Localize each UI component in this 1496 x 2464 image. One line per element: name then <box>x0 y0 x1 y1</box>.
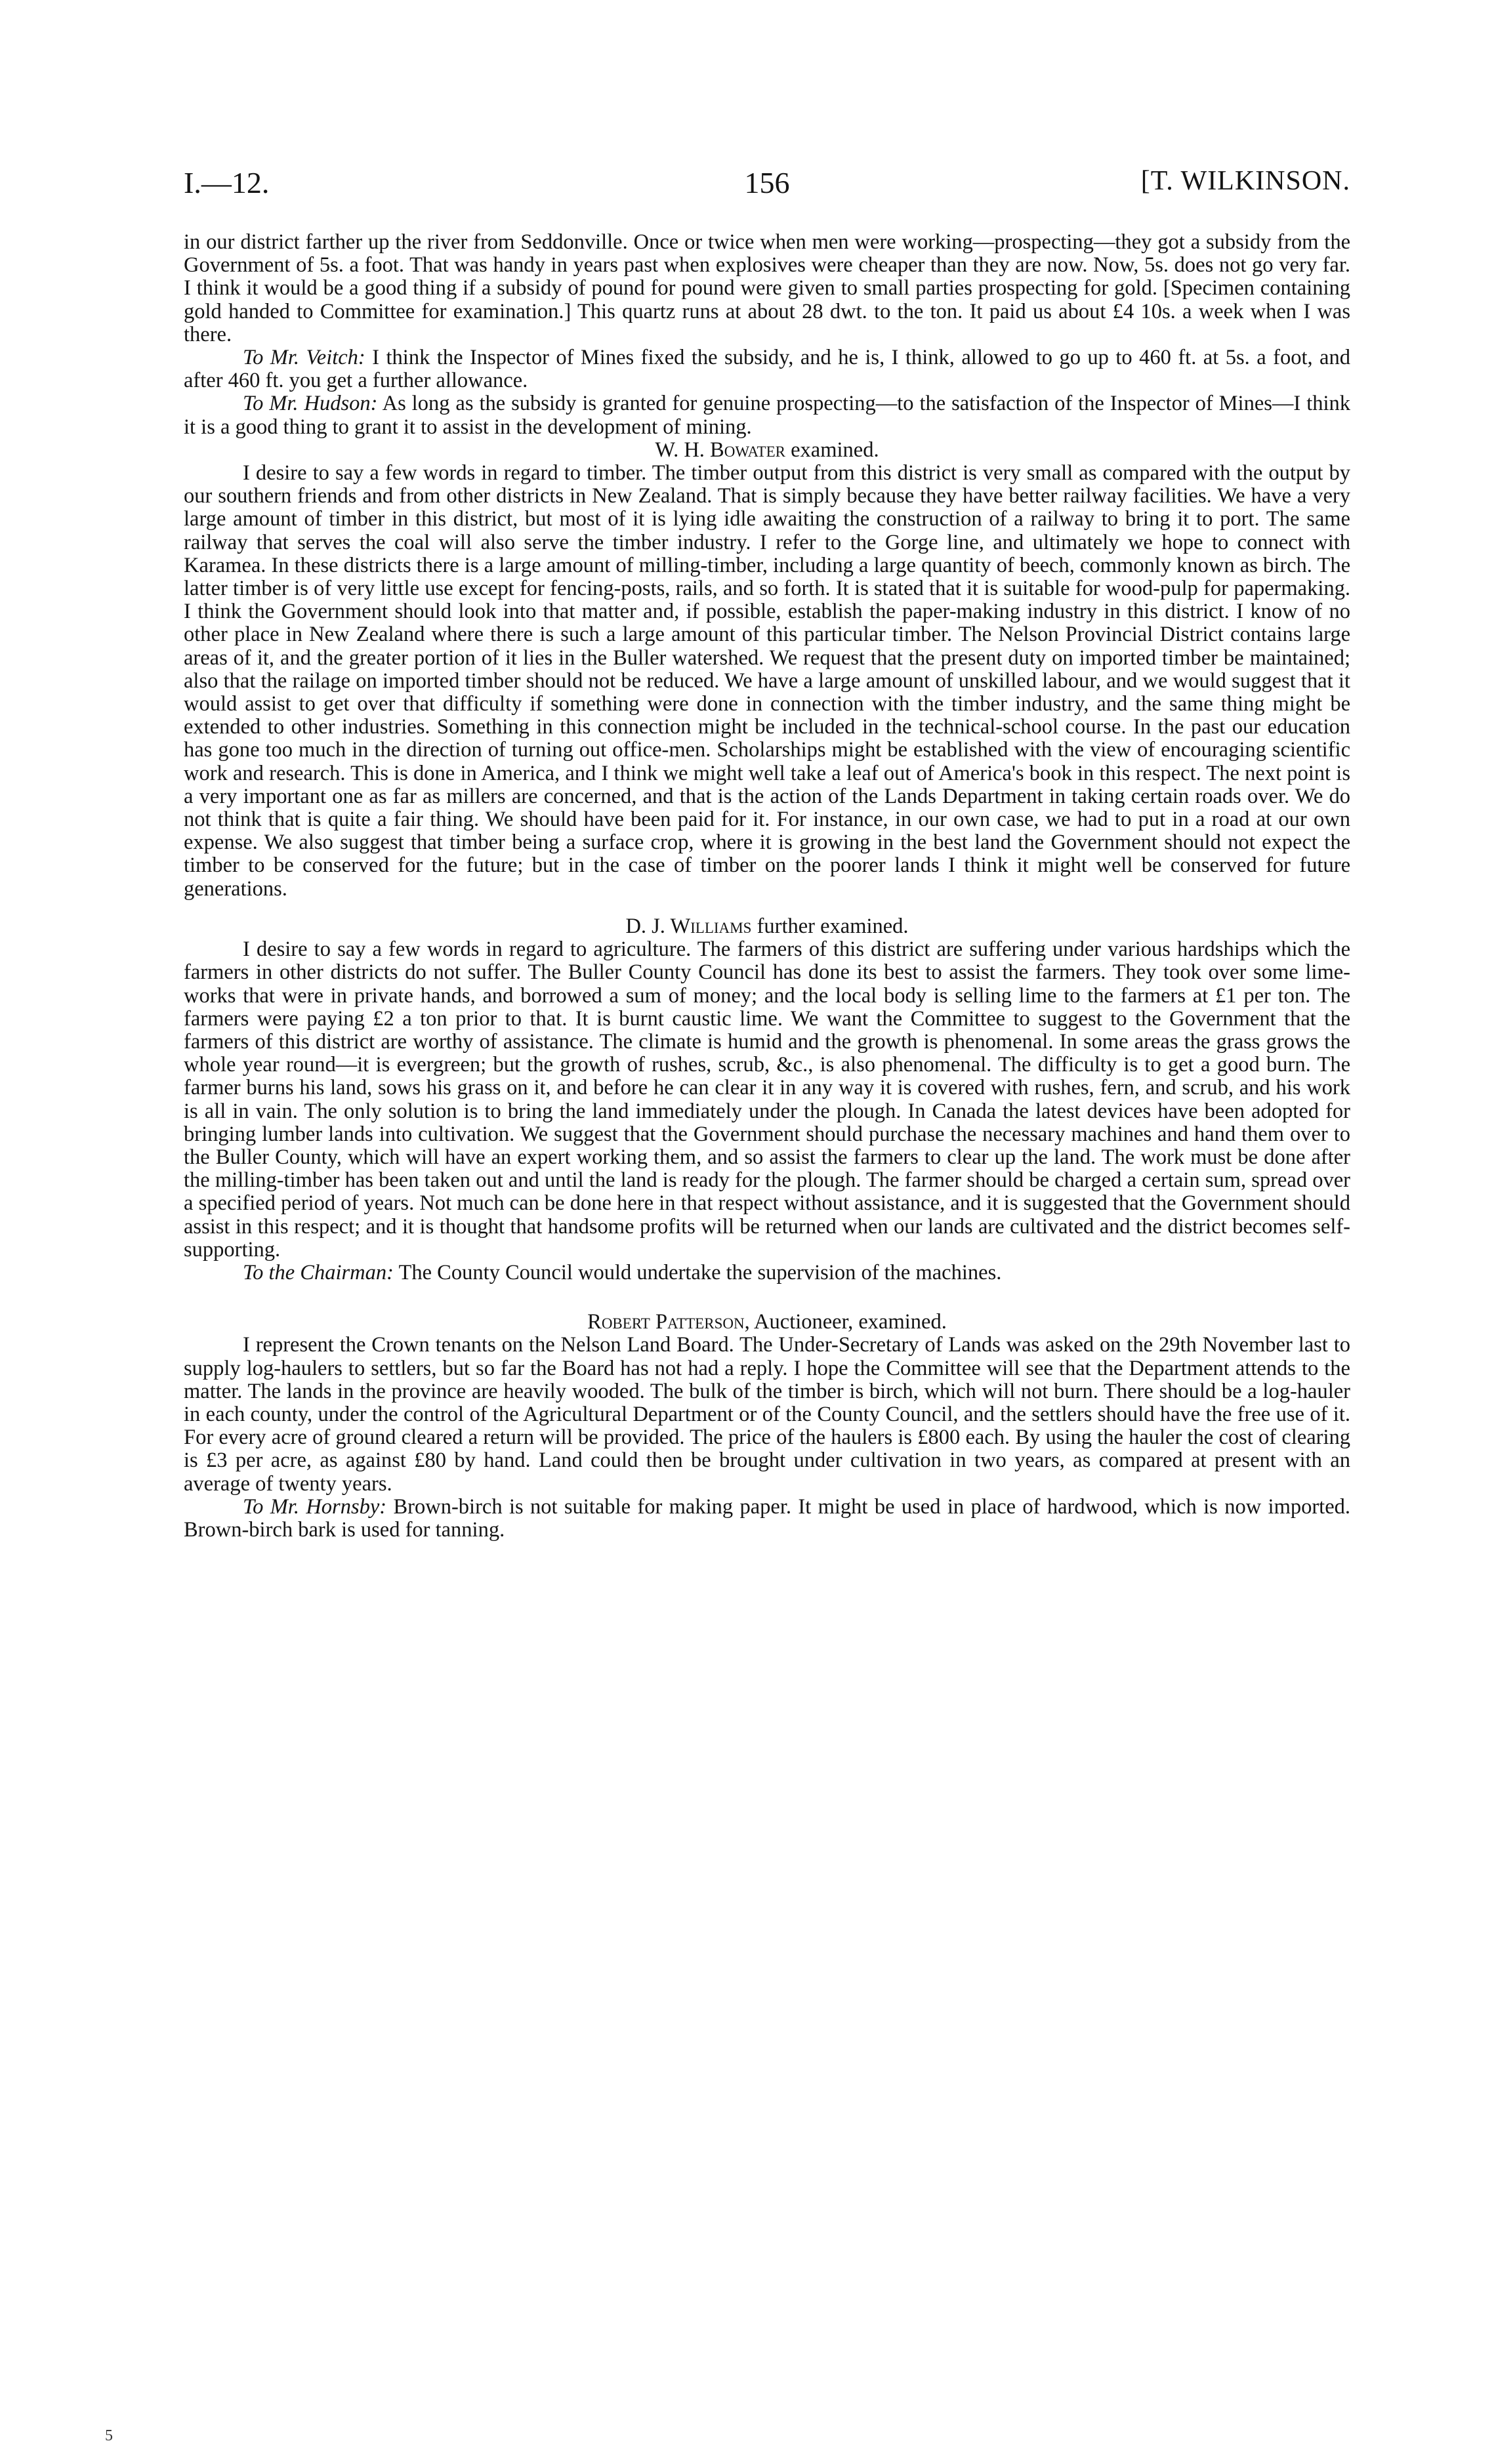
question-paragraph: To Mr. Hudson: As long as the subsidy is granted for genuine prospecting—to the satisfaction of the Inspector of Mines—I think it is a good thing to grant it to assist in the development of mining. <box>184 392 1350 439</box>
questioner: To Mr. Hornsby: <box>243 1494 387 1519</box>
witness-heading: D. J. Williams further examined. <box>625 914 909 938</box>
question-paragraph: To the Chairman: The County Council would undertake the supervision of the machines. <box>243 1260 1002 1284</box>
paragraph: in our district farther up the river from Seddonville. Once or twice when men were working—prospecting—they got a subsidy from the Government of 5s. a foot. That was handy in years past when explosives were cheaper than they are now. Now, 5s. does not go very far. I think it would be a good thing if a subsidy of pound for pound were given to small parties prospecting for gold. [Specimen containing gold handed to Committee for examination.] This quartz runs at about 28 dwt. to the ton. It paid us about £4 10s. a week when I was there. <box>184 230 1350 346</box>
paragraph: I represent the Crown tenants on the Nelson Land Board. The Under-Secretary of Lands was asked on the 29th November last to supply log-haulers to settlers, but so far the Board has not had a reply. I hope the Committee will see that the Department attends to the matter. The lands in the province are heavily wooded. The bulk of the timber is birch, which will not burn. There should be a log-hauler in each county, under the control of the Agricultural Department or of the County Council, and the settlers should have the free use of it. For every acre of ground cleared a return will be provided. The price of the haulers is £800 each. By using the hauler the cost of clearing is £3 per acre, as against £80 by hand. Land could then be brought under cultivation in two years, as compared at present with an average of twenty years. <box>184 1333 1350 1496</box>
witness-name: D. J. Williams <box>625 914 752 938</box>
questioner: To Mr. Hudson: <box>243 392 378 416</box>
page-number: 156 <box>744 166 790 199</box>
page-header <box>184 165 1350 205</box>
report-number: I.—12. <box>184 166 270 199</box>
paragraph: I desire to say a few words in regard to agriculture. The farmers of this district are suffering under various hardships which the farmers in other districts do not suffer. The Buller County Council has done its best to assist the farmers. They took over some lime-works that were in private hands, and borrowed a sum of money; and the local body is selling lime to the farmers at £1 per ton. The farmers were paying £2 a ton prior to that. It is burnt caustic lime. We want the Committee to suggest to the Government that the farmers of this district are worthy of assistance. The climate is humid and the growth is phenomenal. In some areas the grass grows the whole year round—it is evergreen; but the growth of rushes, scrub, &c., is also phenomenal. The difficulty is to get a good burn. The farmer burns his land, sows his grass on it, and before he can clear it in any way it is covered with rushes, fern, and scrub, and his work is all in vain. The only solution is to bring the land immediately under the plough. In Canada the latest devices have been adopted for bringing lumber lands into cultivation. We suggest that the Government should purchase the necessary machines and hand them over to the Buller County, which will have an expert working them, and so assist the farmers to clear up the land. The work must be done after the milling-timber has been taken out and until the land is ready for the plough. The farmer should be charged a certain sum, spread over a specified period of years. Not much can be done here in that respect without assistance, and it is suggested that the Government should assist in this respect; and it is thought that handsome profits will be returned when our lands are cultivated and the district becomes self-supporting. <box>184 937 1350 1262</box>
witness-name: Robert Patterson <box>587 1310 745 1334</box>
question-paragraph: To Mr. Hornsby: Brown-birch is not suitable for making paper. It might be used in place of hardwood, which is now imported. Brown-birch bark is used for tanning. <box>184 1494 1350 1542</box>
witness-name: W. H. Bowater <box>655 438 785 462</box>
paragraph: I desire to say a few words in regard to timber. The timber output from this district is very small as compared with the output by our southern friends and from other districts in New Zealand. That is simply because they have better railway facilities. We have a very large amount of timber in this district, but most of it is lying idle awaiting the construction of a railway to bring it to port. The same railway that serves the coal will also serve the timber industry. I refer to the Gorge line, and ultimately we hope to connect with Karamea. In these districts there is a large amount of milling-timber, including a large quantity of beech, commonly known as birch. The latter timber is of very little use except for fencing-posts, rails, and so forth. It is stated that it is suitable for wood-pulp for papermaking. I think the Government should look into that matter and, if possible, establish the paper-making industry in this district. I know of no other place in New Zealand where there is such a large amount of this particular timber. The Nelson Provincial District contains large areas of it, and the greater portion of it lies in the Buller watershed. We request that the present duty on imported timber be maintained; also that the railage on imported timber should not be reduced. We have a large amount of unskilled labour, and we would suggest that it would assist to get over that difficulty if something were done in connection with the timber industry, and the same thing might be extended to other industries. Something in this connection might be included in the technical-school course. In the past our education has gone too much in the direction of turning out office-men. Scholarships might be established with the view of encouraging scientific work and research. This is done in America, and I think we might well take a leaf out of America's book in this respect. The next point is a very important one as far as millers are concerned, and that is the action of the Lands Department in taking certain roads over. We do not think that is quite a fair thing. We should have been paid for it. For instance, in our own case, we had to put in a road at our own expense. We also suggest that timber being a surface crop, where it is growing in the best land the Government should not expect the timber to be conserved for the future; but in the case of timber on the poorer lands I think it might well be conserved for future generations. <box>184 461 1350 901</box>
questioner: To the Chairman: <box>243 1260 394 1284</box>
witness-heading: Robert Patterson, Auctioneer, examined. <box>587 1310 947 1334</box>
question-paragraph: To Mr. Veitch: I think the Inspector of Mines fixed the subsidy, and he is, I think, allowed to go up to 460 ft. at 5s. a foot, and after 460 ft. you get a further allowance. <box>184 346 1350 393</box>
questioner: To Mr. Veitch: <box>243 346 365 370</box>
footer-mark: 5 <box>105 2427 113 2444</box>
running-head-witness: [T. WILKINSON. <box>1140 166 1350 196</box>
witness-heading: W. H. Bowater examined. <box>655 438 879 462</box>
document-body <box>184 231 1350 1542</box>
